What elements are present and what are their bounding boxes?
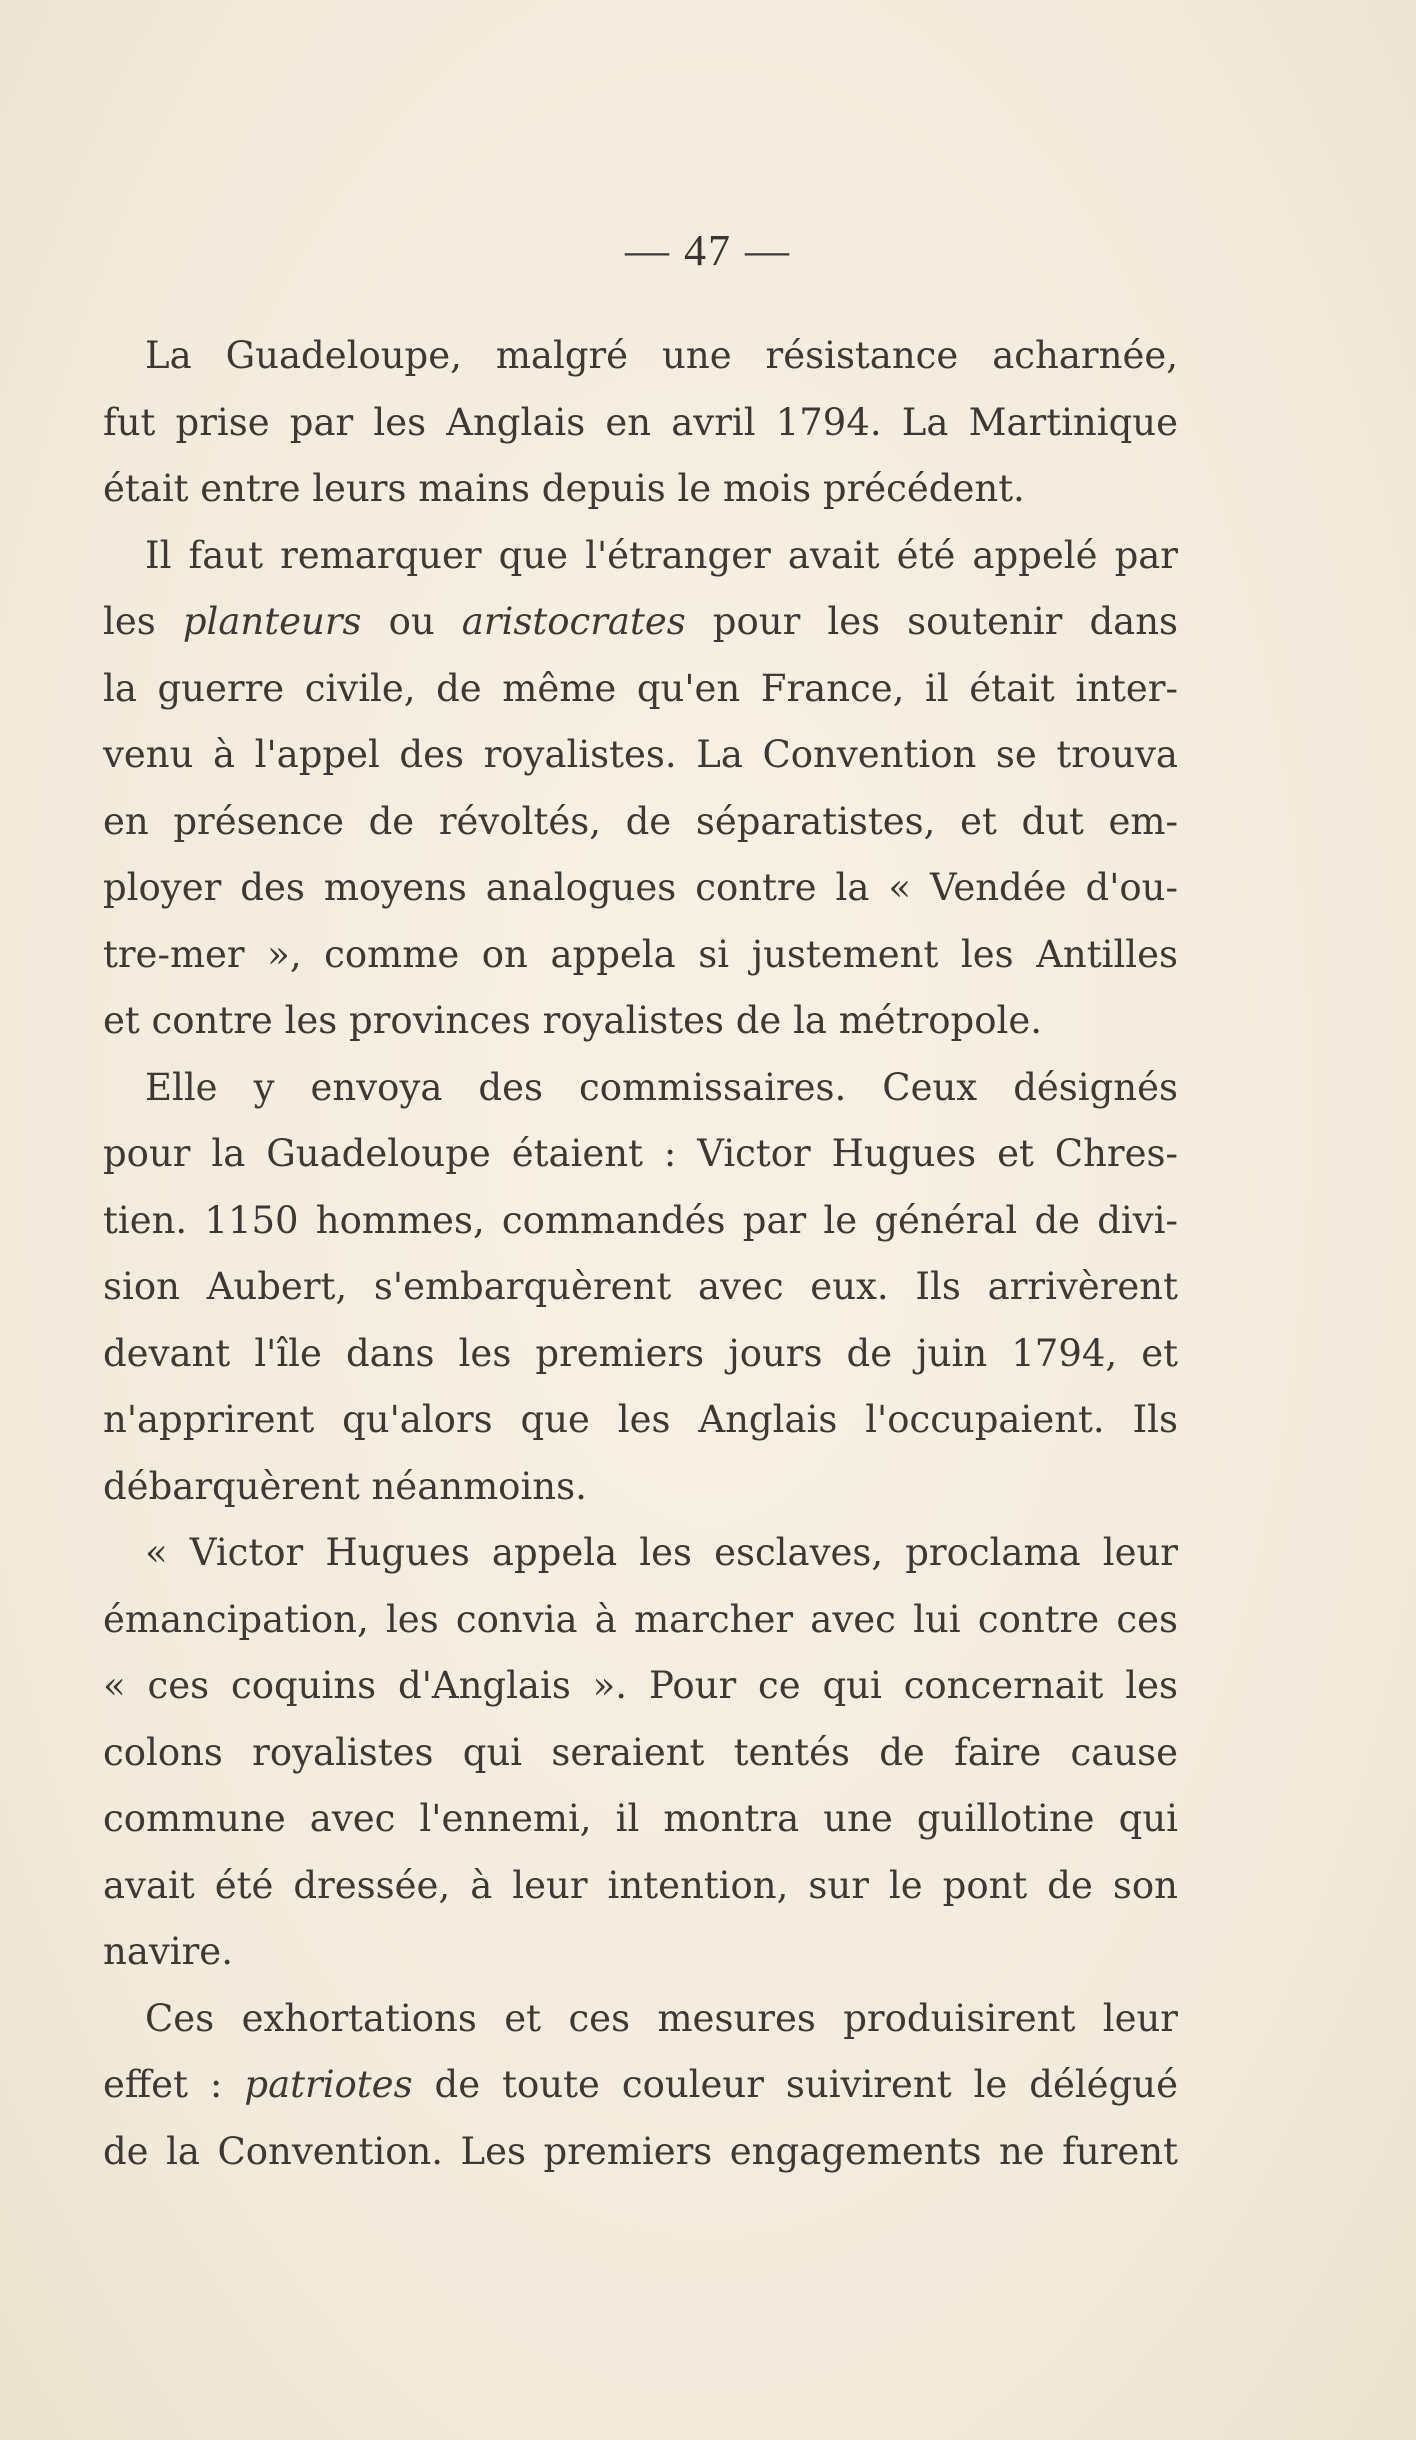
- text-line: avait été dressée, à leur intention, sur le pont de son: [103, 1863, 1178, 1907]
- text-line: fut prise par les Anglais en avril 1794. La Martinique: [103, 400, 1178, 444]
- body-text: [103, 323, 1178, 2185]
- text-line: pour la Guadeloupe étaient : Victor Hugues et Chres-: [103, 1132, 1178, 1175]
- text-line: débarquèrent néanmoins.: [103, 1464, 587, 1508]
- text-line: Elle y envoya des commissaires. Ceux désignés: [145, 1065, 1178, 1109]
- text-line: venu à l'appel des royalistes. La Convention se trouva: [103, 733, 1178, 776]
- text-line: colons royalistes qui seraient tentés de faire cause: [103, 1730, 1178, 1774]
- page-number: — 47 —: [625, 226, 791, 275]
- text-line: en présence de révoltés, de séparatistes, et dut em-: [103, 799, 1178, 843]
- text-span: pour les soutenir dans: [685, 600, 1179, 643]
- text-span: ou: [361, 600, 462, 643]
- italic-term: patriotes: [244, 2063, 413, 2106]
- text-line: de la Convention. Les premiers engagements ne furent: [103, 2129, 1178, 2173]
- text-line: ployer des moyens analogues contre la « Vendée d'ou-: [103, 866, 1178, 909]
- text-line: la guerre civile, de même qu'en France, il était inter-: [103, 666, 1178, 710]
- text-line: Ces exhortations et ces mesures produisirent leur: [145, 1996, 1178, 2040]
- text-line: tre-mer », comme on appela si justement les Antilles: [103, 932, 1178, 976]
- text-line: [103, 589, 1178, 656]
- text-line: n'apprirent qu'alors que les Anglais l'occupaient. Ils: [103, 1398, 1178, 1441]
- text-line: devant l'île dans les premiers jours de juin 1794, et: [103, 1331, 1178, 1375]
- text-line: émancipation, les convia à marcher avec lui contre ces: [103, 1597, 1178, 1641]
- text-line: et contre les provinces royalistes de la métropole.: [103, 999, 1042, 1042]
- text-span: les: [103, 600, 183, 643]
- text-line: La Guadeloupe, malgré une résistance acharnée,: [145, 334, 1178, 377]
- text-span: effet :: [103, 2063, 245, 2106]
- text-line: navire.: [103, 1930, 233, 1973]
- text-line: commune avec l'ennemi, il montra une guillotine qui: [103, 1797, 1178, 1840]
- text-line: [103, 2052, 1178, 2119]
- italic-term: aristocrates: [461, 600, 686, 643]
- text-line: Il faut remarquer que l'étranger avait été appelé par: [145, 533, 1178, 577]
- text-line: tien. 1150 hommes, commandés par le général de divi-: [103, 1198, 1178, 1242]
- italic-term: planteurs: [182, 600, 362, 643]
- text-line: « ces coquins d'Anglais ». Pour ce qui concernait les: [103, 1664, 1178, 1707]
- text-line: « Victor Hugues appela les esclaves, proclama leur: [145, 1531, 1178, 1574]
- text-line: sion Aubert, s'embarquèrent avec eux. Ils arrivèrent: [103, 1265, 1178, 1308]
- text-span: de toute couleur suivirent le délégué: [412, 2063, 1178, 2106]
- text-line: était entre leurs mains depuis le mois précédent.: [103, 467, 1025, 510]
